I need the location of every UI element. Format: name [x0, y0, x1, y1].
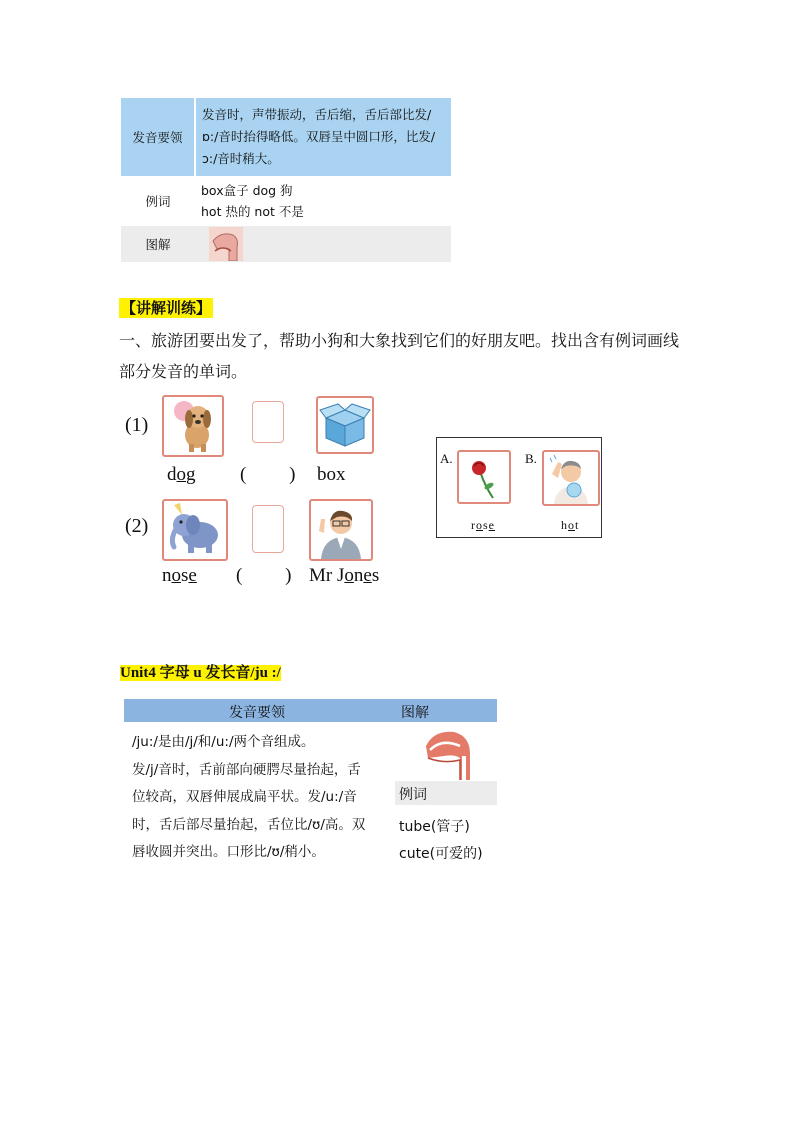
mr-jones-picture	[309, 499, 373, 561]
elephant-picture	[162, 499, 228, 561]
table-row	[121, 226, 451, 262]
row-label: 发音要领	[121, 98, 195, 176]
pronunciation-tips: 发音时，声带振动，舌后缩，舌后部比发/ɒ:/音时抬得略低。双唇呈中圆口形，比发/ɔ:/音时稍大。	[195, 98, 451, 176]
table-row	[121, 176, 451, 226]
unit4-heading: Unit4 字母 u 发长音/ju :/	[120, 665, 281, 681]
table2-tips-text: /ju:/是由/j/和/u:/两个音组成。 发/j/音时，舌前部向硬腭尽量抬起，舌 位较高，双唇伸展成扁平状。发/u:/音 时，舌后部尽量抬起，舌位比/ʊ/高。双 唇收圆并突出。口形比/ʊ/稍小。	[132, 734, 366, 860]
examples-label: 例词	[399, 787, 427, 803]
section-title: 【讲解训练】	[121, 299, 212, 317]
question-number: (1)	[125, 414, 149, 436]
question-number: (2)	[125, 515, 149, 537]
word-nose: nose	[162, 565, 197, 586]
pronunciation-table-1	[121, 98, 451, 262]
word-mr-jones: Mr Jones	[309, 565, 380, 586]
mouth-cross-section-icon	[424, 728, 474, 780]
word-dog: dog	[167, 464, 196, 485]
box-picture	[316, 396, 374, 454]
rose-icon	[459, 452, 509, 502]
answer-parentheses: ( )	[240, 464, 296, 485]
rose-picture	[457, 450, 511, 504]
row-label: 图解	[121, 226, 195, 262]
diagram-cell	[195, 226, 451, 262]
elephant-icon	[164, 501, 226, 559]
sweating-boy-icon	[544, 452, 598, 504]
header-diagram: 图解	[401, 705, 429, 721]
header-pronunciation-tips: 发音要领	[229, 705, 285, 721]
hot-picture	[542, 450, 600, 506]
option-b-label: B.	[525, 451, 537, 466]
box-icon	[318, 398, 372, 452]
word-rose: rose	[471, 518, 495, 532]
man-icon	[311, 501, 371, 559]
table2-header	[124, 699, 497, 722]
row-label: 例词	[121, 176, 195, 226]
example-word-tube: tube(管子)	[399, 819, 470, 835]
answer-blank-card	[252, 505, 284, 553]
table-row	[121, 98, 451, 176]
example-words: box盒子 dog 狗 hot 热的 not 不是	[195, 176, 451, 226]
option-a-label: A.	[440, 451, 453, 466]
options-box	[436, 437, 602, 538]
answer-parentheses: ( )	[236, 565, 292, 586]
example-word-cute: cute(可爱的)	[399, 846, 483, 862]
mouth-diagram	[424, 728, 474, 780]
word-box: box	[317, 464, 346, 485]
word-hot: hot	[561, 518, 580, 532]
dog-icon	[164, 397, 222, 455]
answer-blank-card	[252, 401, 284, 443]
mouth-diagram-icon	[209, 227, 243, 261]
dog-picture	[162, 395, 224, 457]
examples-label-cell	[395, 781, 497, 805]
exercise-instruction: 一、旅游团要出发了，帮助小狗和大象找到它们的好朋友吧。找出含有例词画线部分发音的单词。	[119, 331, 680, 381]
